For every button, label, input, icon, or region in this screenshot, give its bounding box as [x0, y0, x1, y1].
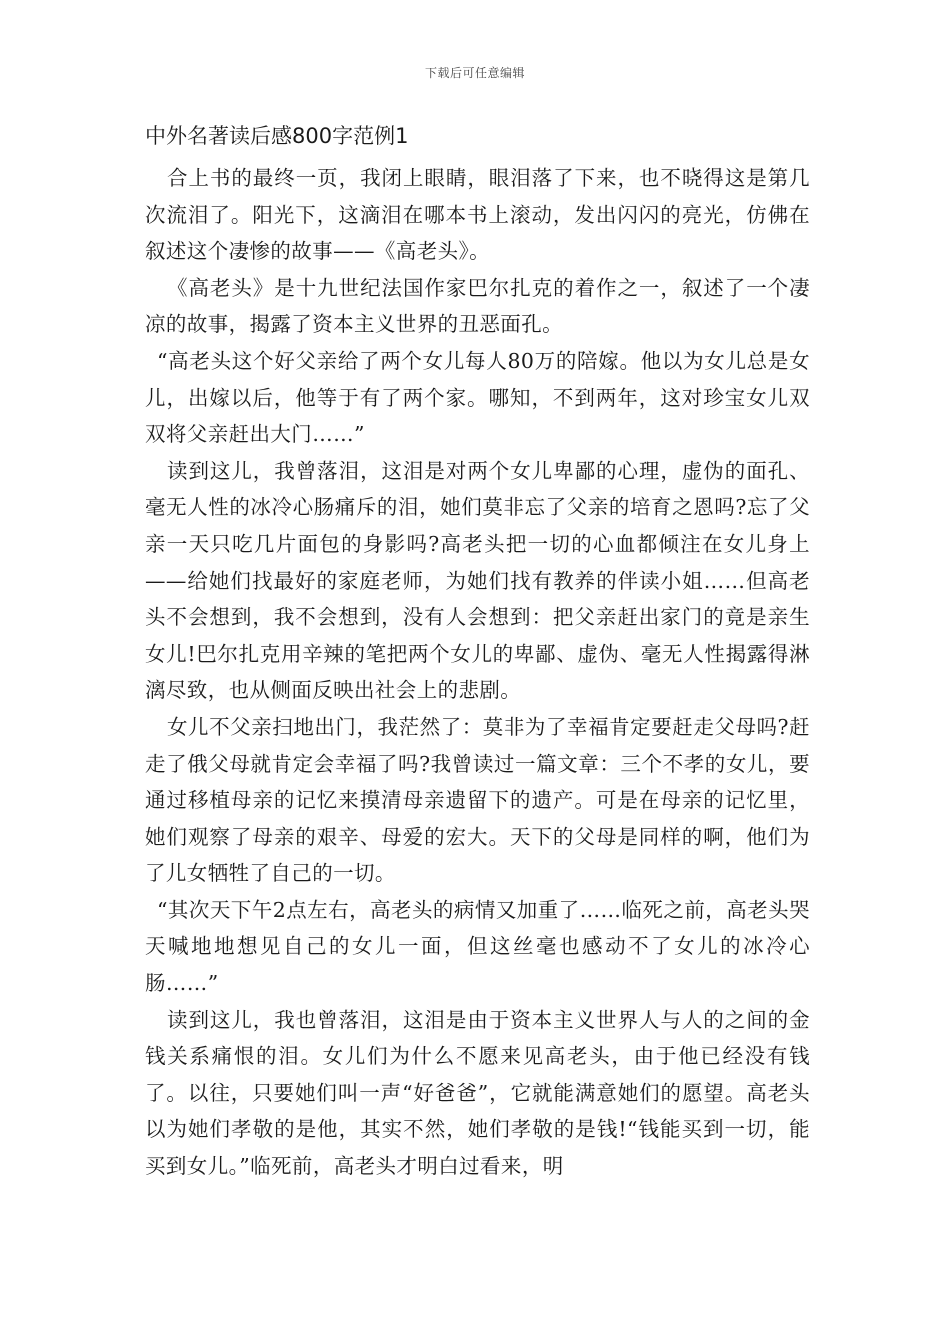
paragraph-1: 合上书的最终一页，我闭上眼睛，眼泪落了下来，也不晓得这是第几次流泪了。阳光下，这滴泪在哪本书上滚动，发出闪闪的亮光，仿佛在叙述这个凄惨的故事——《高老头》。 — [145, 166, 810, 264]
paragraph-7: 读到这儿，我也曾落泪，这泪是由于资本主义世界人与人的之间的金钱关系痛恨的泪。女儿们为什么不愿来见高老头，由于他已经没有钱了。以往，只要她们叫一声“好爸爸”，它就能满意她们的愿望。高老头以为她们孝敬的是他，其实不然，她们孝敬的是钱!“钱能买到一切，能买到女儿。”临死前，高老头才明白过看来，明 — [145, 1007, 810, 1179]
document-body — [145, 118, 810, 1185]
paragraph-5: 女儿不父亲扫地出门，我茫然了：莫非为了幸福肯定要赶走父母吗?赶走了俄父母就肯定会幸福了吗?我曾读过一篇文章：三个不孝的女儿，要通过移植母亲的记忆来摸清母亲遗留下的遗产。可是在母亲的记忆里，她们观察了母亲的艰辛、母爱的宏大。天下的父母是同样的啊，他们为了儿女牺牲了自己的一切。 — [145, 714, 810, 886]
paragraph-4: 读到这儿，我曾落泪，这泪是对两个女儿卑鄙的心理，虚伪的面孔、毫无人性的冰冷心肠痛斥的泪，她们莫非忘了父亲的培育之恩吗?忘了父亲一天只吃几片面包的身影吗?高老头把一切的心血都倾注在女儿身上——给她们找最好的家庭老师，为她们找有教养的伴读小姐……但高老头不会想到，我不会想到，没有人会想到：把父亲赶出家门的竟是亲生女儿!巴尔扎克用辛辣的笔把两个女儿的卑鄙、虚伪、毫无人性揭露得淋漓尽致，也从侧面反映出社会上的悲剧。 — [145, 458, 810, 703]
document-title: 中外名著读后感800字范例1 — [145, 124, 409, 148]
paragraph-2: 《高老头》是十九世纪法国作家巴尔扎克的着作之一，叙述了一个凄凉的故事，揭露了资本主义世界的丑恶面孔。 — [145, 275, 810, 337]
paragraph-3-quote: “高老头这个好父亲给了两个女儿每人80万的陪嫁。他以为女儿总是女儿，出嫁以后，他等于有了两个家。哪知，不到两年，这对珍宝女儿双双将父亲赶出大门……” — [145, 348, 810, 447]
paragraph-6-quote: “其次天下午2点左右，高老头的病情又加重了……临死之前，高老头哭天喊地地想见自己的女儿一面，但这丝毫也感动不了女儿的冰冷心肠……” — [145, 897, 810, 996]
page-header: 下载后可任意编辑 — [424, 66, 525, 80]
